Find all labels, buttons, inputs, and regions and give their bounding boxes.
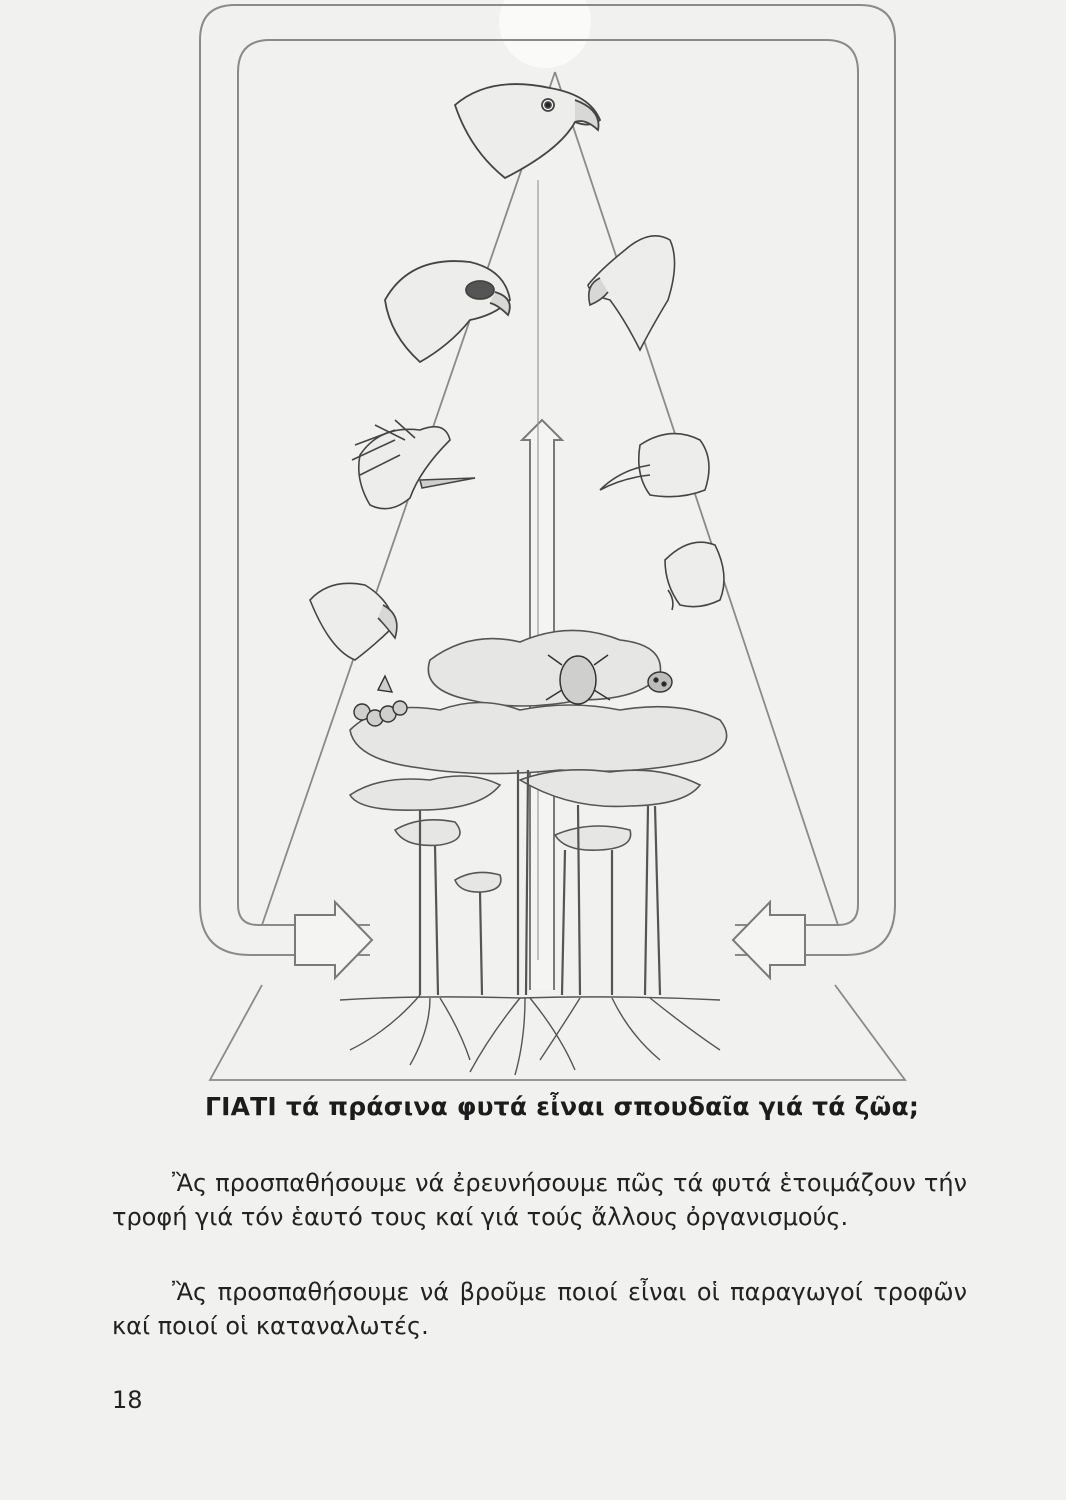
- finch-head-icon: [310, 583, 397, 660]
- body-paragraph: Ἂς προσπαθήσουμε νά βροῦμε ποιοί εἶναι οἱ παραγωγοί τροφῶν καί ποιοί οἱ καταναλωτές.: [112, 1278, 967, 1340]
- cycle-arrow-right-icon: [733, 902, 805, 978]
- hoopoe-icon: [352, 420, 475, 509]
- body-paragraph: Ἂς προσπαθήσουμε νά ἐρευνήσουμε πῶς τά φυτά ἑτοιμάζουν τήν τροφή γιά τόν ἑαυτό τους καί γιά τούς ἄλλους ὀργανισμούς.: [112, 1169, 967, 1231]
- tree-roots: [340, 995, 720, 1075]
- curlew-head-icon: [600, 434, 709, 497]
- page-number: 18: [112, 1386, 143, 1414]
- figure-caption: ΓΙΑΤΙ τά πράσινα φυτά εἶναι σπουδαῖα γιά τά ζῶα;: [205, 1092, 920, 1121]
- ladybug-icon: [648, 672, 672, 692]
- falcon-head-icon: [588, 236, 675, 350]
- small-bird-head-icon: [665, 542, 724, 610]
- sun-shape: [499, 0, 591, 68]
- eagle-head-icon: [455, 84, 600, 178]
- hawk-head-icon: [385, 261, 510, 362]
- cycle-arrow-left-icon: [295, 902, 372, 978]
